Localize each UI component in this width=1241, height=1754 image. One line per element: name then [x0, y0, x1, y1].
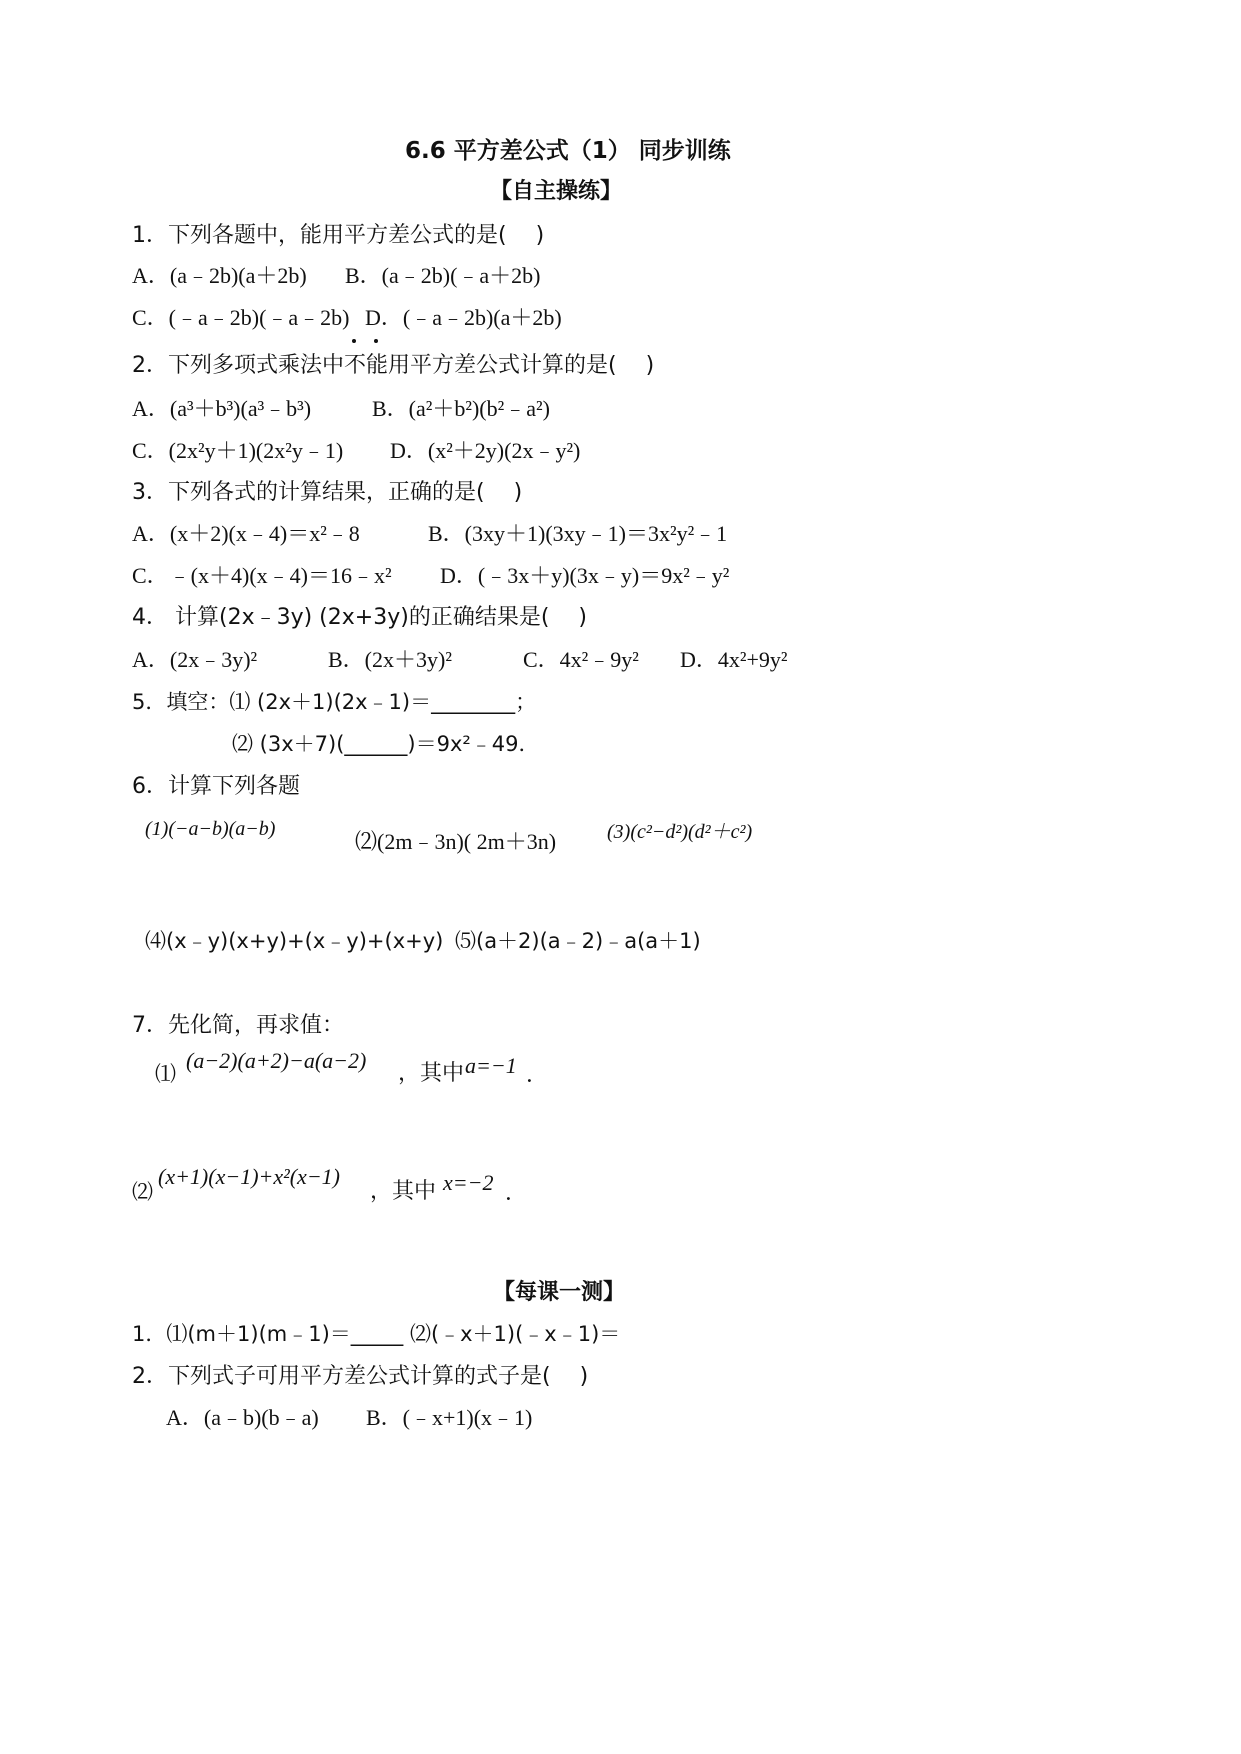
question-7-part-1-expression: (a−2)(a+2)−a(a−2): [186, 1048, 367, 1073]
question-6-part-2: ⑵(2m﹣3n)( 2m＋3n): [355, 829, 557, 854]
question-4-option-a: A．(2x﹣3y)²: [132, 647, 258, 672]
test-question-2-stem: 2．下列式子可用平方差公式计算的式子是( ): [132, 1364, 589, 1389]
question-2-option-d: D．(x²＋2y)(2x﹣y²): [390, 438, 581, 463]
question-7-part-1-period: ．: [526, 1063, 549, 1088]
question-2-option-c: C．(2x²y＋1)(2x²y﹣1): [132, 438, 344, 463]
test-question-2-option-a: A．(a﹣b)(b﹣a): [166, 1405, 319, 1430]
test-question-1: 1．⑴(m＋1)(m﹣1)＝_____ ⑵(﹣x＋1)(﹣x﹣1)＝: [132, 1322, 621, 1346]
question-1-option-c: C．(﹣a﹣2b)(﹣a﹣2b): [132, 305, 350, 330]
question-1-option-d: D．(﹣a﹣2b)(a＋2b): [365, 305, 562, 330]
question-6-part-3: (3)(c²−d²)(d²＋c²): [607, 821, 753, 843]
question-3-option-d: D．(﹣3x＋y)(3x﹣y)＝9x²﹣y²: [440, 563, 730, 588]
question-7-part-1-condition: a=−1: [465, 1053, 517, 1078]
question-3-option-b: B．(3xy＋1)(3xy﹣1)＝3x²y²﹣1: [428, 521, 728, 546]
question-4-option-c: C．4x²﹣9y²: [523, 647, 639, 672]
question-4-option-b: B．(2x＋3y)²: [328, 647, 452, 672]
question-2-option-a: A．(a³＋b³)(a³﹣b³): [132, 396, 312, 421]
section-heading-self-practice: 【自主操练】: [490, 179, 623, 204]
section-heading-lesson-test: 【每课一测】: [493, 1280, 626, 1305]
question-2-option-b: B．(a²＋b²)(b²﹣a²): [372, 396, 550, 421]
test-question-2-option-b: B．(﹣x+1)(x﹣1): [366, 1405, 533, 1430]
question-3-option-c: C．﹣(x＋4)(x﹣4)＝16﹣x²: [132, 563, 392, 588]
question-5-line-2: ⑵ (3x＋7)(______)＝9x²﹣49．: [232, 732, 540, 756]
question-7-part-1-label: ⑴: [155, 1062, 176, 1086]
emphasis-dot: [352, 339, 356, 343]
question-4-stem: 4． 计算(2x﹣3y) (2x+3y)的正确结果是( ): [132, 605, 587, 630]
question-3-stem: 3．下列各式的计算结果，正确的是( ): [132, 480, 523, 505]
question-6-part-4: ⑷(x﹣y)(x+y)+(x﹣y)+(x+y): [145, 929, 444, 953]
question-7-part-2-label: ⑵: [132, 1180, 153, 1204]
page-title: 6.6 平方差公式（1） 同步训练: [405, 138, 731, 164]
question-7-part-2-condition: x=−2: [443, 1170, 494, 1195]
question-1-stem: 1．下列各题中，能用平方差公式的是( ): [132, 223, 545, 248]
question-6-part-5: ⑸(a＋2)(a﹣2)﹣a(a＋1): [455, 929, 701, 953]
question-1-option-b: B．(a﹣2b)(﹣a＋2b): [345, 263, 541, 288]
question-5-line-1: 5．填空：⑴ (2x＋1)(2x﹣1)＝________；: [132, 690, 537, 714]
question-7-stem: 7．先化简，再求值：: [132, 1013, 344, 1038]
emphasis-dot: [374, 339, 378, 343]
question-6-part-1: (1)(−a−b)(a−b): [145, 818, 276, 840]
question-7-part-2-expression: (x+1)(x−1)+x²(x−1): [158, 1164, 340, 1189]
question-2-stem: 2．下列多项式乘法中不能用平方差公式计算的是( ): [132, 353, 655, 378]
question-3-option-a: A．(x＋2)(x﹣4)＝x²﹣8: [132, 521, 360, 546]
question-7-part-1-where: ，其中: [398, 1061, 465, 1086]
question-7-part-2-where: ，其中: [370, 1179, 437, 1204]
question-4-option-d: D．4x²+9y²: [680, 647, 788, 672]
question-6-stem: 6．计算下列各题: [132, 774, 300, 799]
question-1-option-a: A．(a﹣2b)(a＋2b): [132, 263, 307, 288]
question-7-part-2-period: ．: [505, 1181, 528, 1206]
